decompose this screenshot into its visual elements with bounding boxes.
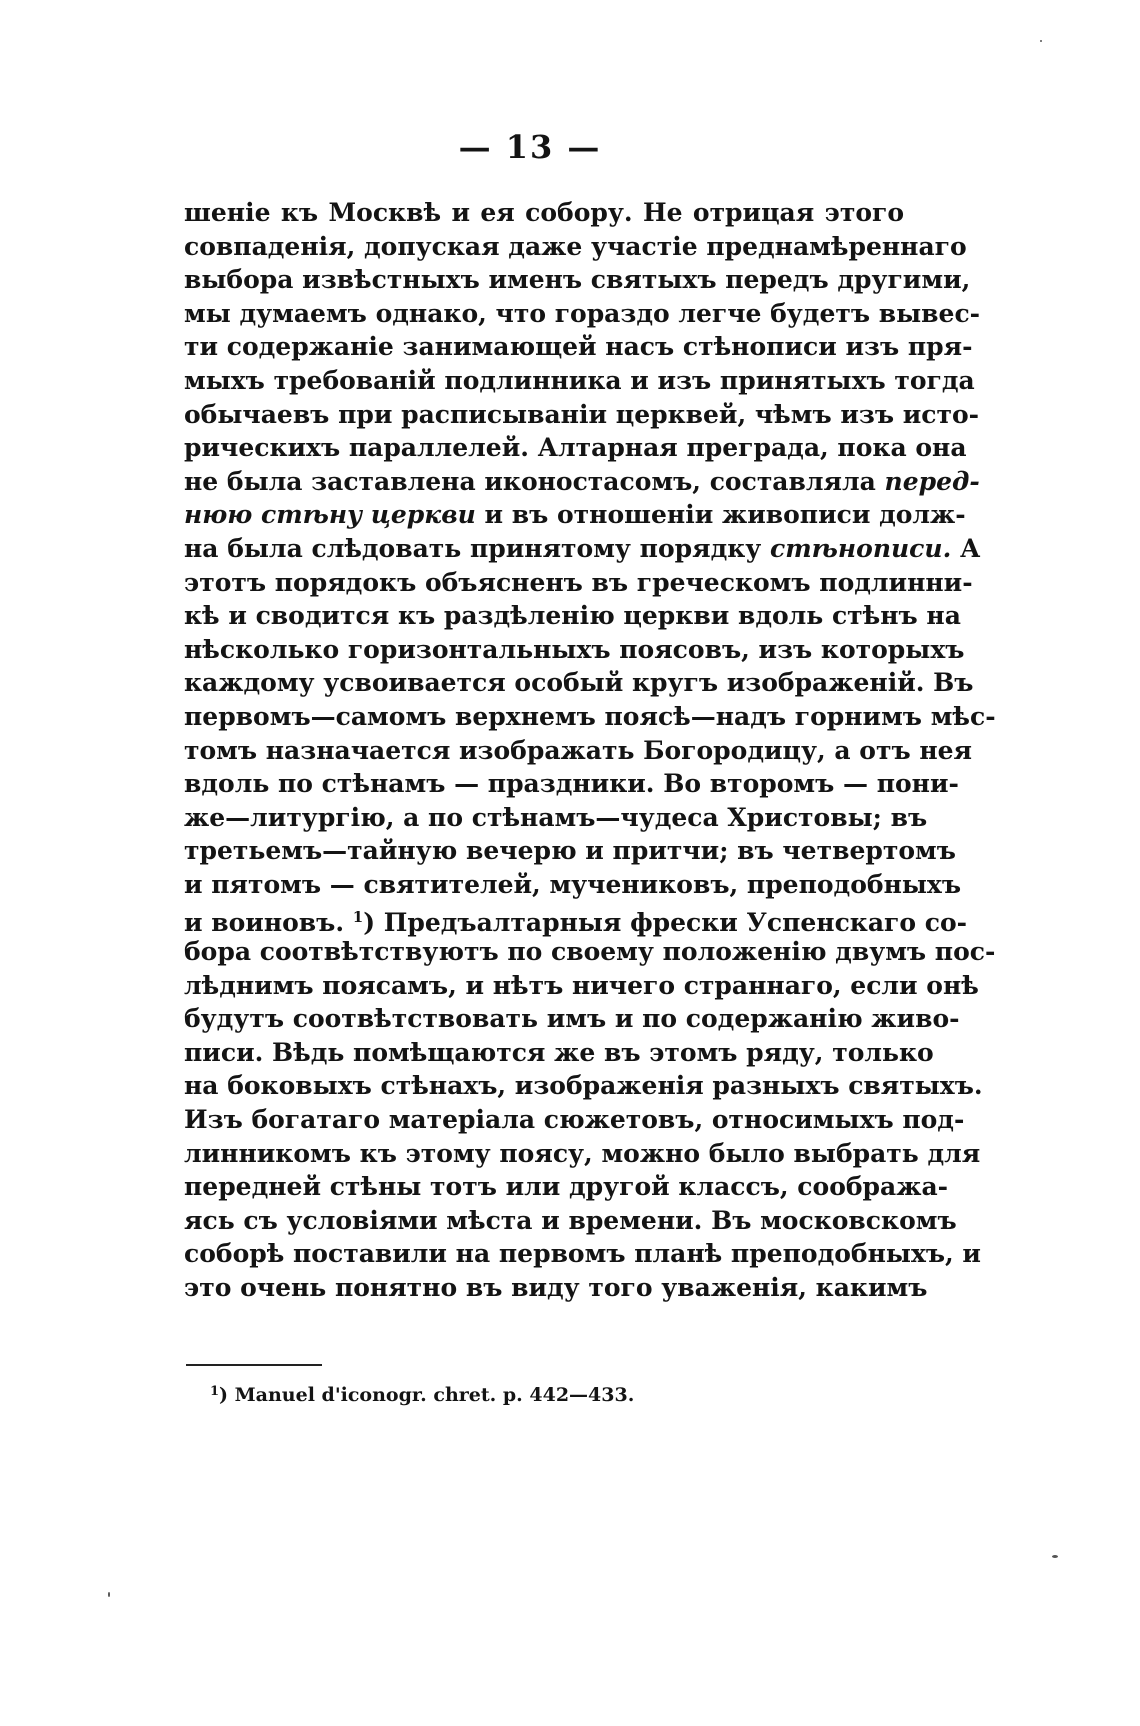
text-line: томъ назначается изображать Богородицу, а отъ нея xyxy=(184,735,973,765)
text-line: передней стѣны тотъ или другой классъ, сообража- xyxy=(184,1172,949,1202)
scan-speck xyxy=(108,1592,110,1597)
text-line: третьемъ—тайную вечерю и притчи; въ четвертомъ xyxy=(184,836,956,866)
scan-speck xyxy=(1040,40,1042,42)
text-line: рическихъ параллелей. Алтарная преграда, пока она xyxy=(184,433,967,463)
text-line: кѣ и сводится къ раздѣленію церкви вдоль стѣнъ на xyxy=(184,601,961,631)
italic-text: перед- xyxy=(884,466,980,496)
scan-speck xyxy=(1052,1555,1058,1558)
text-line: нѣсколько горизонтальныхъ поясовъ, изъ которыхъ xyxy=(184,634,965,664)
text-segment: и въ отношеніи живописи долж- xyxy=(475,500,966,530)
text-segment: на была слѣдовать принятому порядку xyxy=(184,533,770,563)
text-line: и пятомъ — святителей, мучениковъ, преподобныхъ xyxy=(184,869,962,899)
text-line: ти содержаніе занимающей насъ стѣнописи изъ пря- xyxy=(184,332,973,362)
italic-text: нюю стѣну церкви xyxy=(184,500,476,530)
text-line: это очень понятно въ виду того уваженія, какимъ xyxy=(184,1273,928,1302)
italic-text: стѣнописи. xyxy=(770,533,952,563)
text-line: соборѣ поставили на первомъ планѣ преподобныхъ, и xyxy=(184,1239,981,1269)
text-line: первомъ—самомъ верхнемъ поясѣ—надъ горнимъ мѣс- xyxy=(184,701,996,731)
text-line xyxy=(184,498,966,532)
text-line: мы думаемъ однако, что гораздо легче будетъ вывес- xyxy=(184,298,981,328)
text-line xyxy=(184,901,968,938)
text-line: бора соотвѣтствуютъ по своему положенію двумъ пос- xyxy=(184,937,996,967)
footnote-divider xyxy=(186,1364,322,1366)
text-segment: А xyxy=(951,533,981,563)
text-line: Изъ богатаго матеріала сюжетовъ, относимыхъ под- xyxy=(184,1105,965,1135)
footnote-reference: 1 xyxy=(352,908,364,927)
text-line: шеніе къ Москвѣ и ея собору. Не отрицая этого xyxy=(184,198,904,227)
text-segment: и воиновъ. xyxy=(184,908,353,938)
text-line: ясь съ условіями мѣста и времени. Въ московскомъ xyxy=(184,1205,957,1235)
footnote-text: ) Manuel d'iconogr. chret. p. 442—433. xyxy=(219,1384,635,1406)
text-line: мыхъ требованій подлинника и изъ принятыхъ тогда xyxy=(184,365,975,395)
text-line xyxy=(184,465,980,499)
text-line: на боковыхъ стѣнахъ, изображенія разныхъ святыхъ. xyxy=(184,1071,983,1101)
body-text xyxy=(184,196,996,1305)
text-line: каждому усвоивается особый кругъ изображеній. Въ xyxy=(184,668,974,698)
text-line: этотъ порядокъ объясненъ въ греческомъ подлинни- xyxy=(184,567,973,597)
text-line: лѣднимъ поясамъ, и нѣтъ ничего страннаго, если онѣ xyxy=(184,970,979,1000)
text-line xyxy=(184,532,981,566)
text-line: обычаевъ при расписываніи церквей, чѣмъ изъ исто- xyxy=(184,399,980,429)
text-segment: ) Предъалтарныя фрески Успенскаго со- xyxy=(363,908,968,938)
text-line: будутъ соотвѣтствовать имъ и по содержанію живо- xyxy=(184,1004,960,1034)
text-line: писи. Вѣдь помѣщаются же въ этомъ ряду, только xyxy=(184,1037,934,1067)
footnote-marker: 1 xyxy=(210,1384,220,1399)
text-line: выбора извѣстныхъ именъ святыхъ передъ другими, xyxy=(184,265,971,295)
text-line: вдоль по стѣнамъ — праздники. Во второмъ — пони- xyxy=(184,769,959,799)
text-line: линникомъ къ этому поясу, можно было выбрать для xyxy=(184,1138,981,1168)
page-number: — 13 — xyxy=(458,128,602,166)
text-line: совпаденія, допуская даже участіе преднамѣреннаго xyxy=(184,231,967,261)
footnote xyxy=(210,1384,634,1406)
text-line: же—литургію, а по стѣнамъ—чудеса Христовы; въ xyxy=(184,802,928,832)
text-segment: не была заставлена иконостасомъ, составляла xyxy=(184,466,885,496)
